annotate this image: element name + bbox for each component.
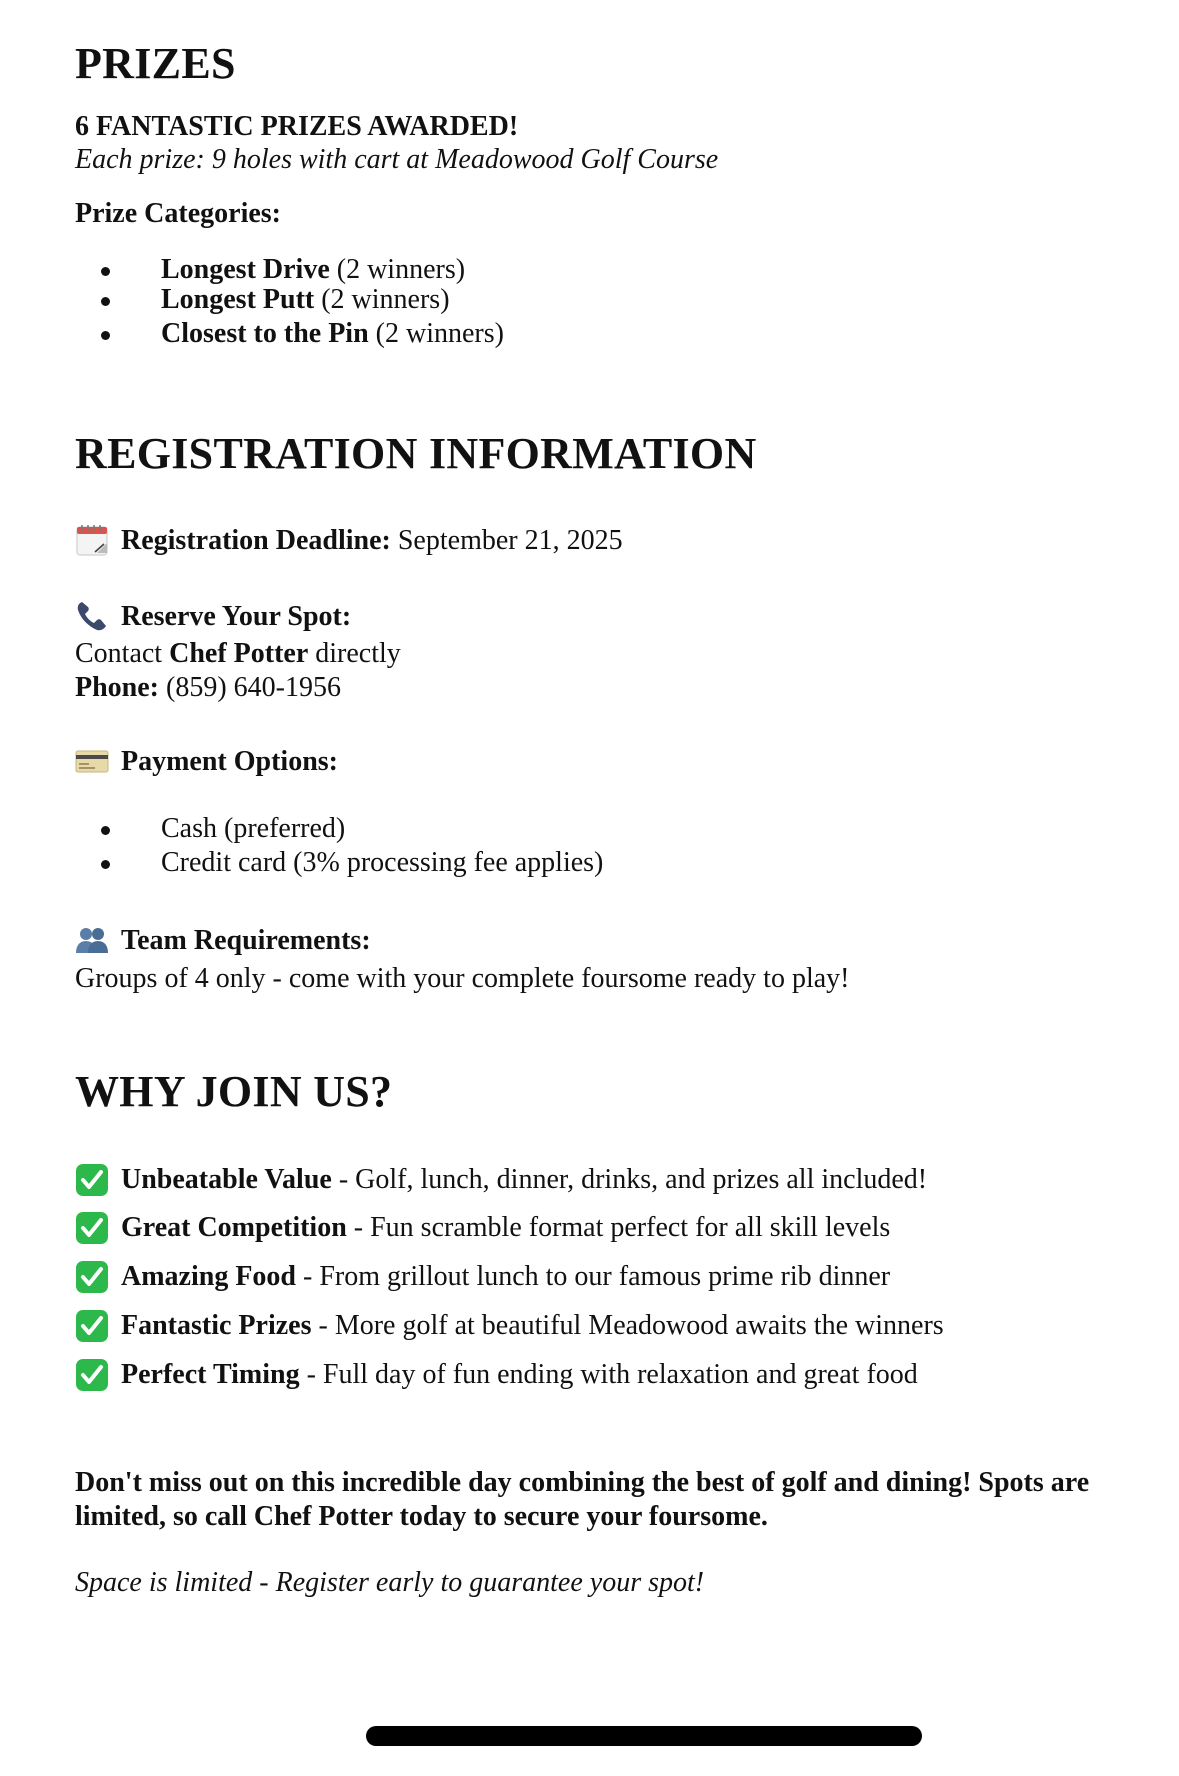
home-indicator[interactable] [366,1726,922,1746]
list-item [75,846,603,880]
bullet-icon [101,331,110,340]
prize-detail: (2 winners) [314,284,450,315]
deadline-value: September 21, 2025 [390,525,623,556]
phone-line [75,671,341,705]
payment-option: Cash (preferred) [161,813,346,844]
why-item-text: - Fun scramble format perfect for all skill levels [346,1212,891,1243]
why-item-title: Amazing Food [121,1261,296,1292]
bullet-icon [101,826,110,835]
registration-deadline [75,524,623,560]
prize-categories-label: Prize Categories: [75,198,281,229]
reserve-label: Reserve Your Spot: [121,601,352,632]
prizes-heading: PRIZES [75,39,236,88]
contact-name: Chef Potter [169,638,309,669]
why-item-text: - Golf, lunch, dinner, drinks, and prizes all included! [331,1164,928,1195]
prize-detail: (2 winners) [368,318,504,349]
prizes-subline: Each prize: 9 holes with cart at Meadowood Golf Course [75,144,719,175]
why-item [75,1160,927,1200]
bullet-icon [101,860,110,869]
prize-name: Longest Drive [161,254,330,285]
reserve-spot [75,600,351,636]
list-item [75,812,603,846]
why-item [75,1208,890,1248]
prize-name: Closest to the Pin [161,318,369,349]
why-item-title: Unbeatable Value [121,1164,332,1195]
why-item-title: Great Competition [121,1212,347,1243]
check-mark-button-icon [75,1309,109,1343]
why-item-text: - More golf at beautiful Meadowood awaits the winners [311,1310,944,1341]
bullet-icon [101,297,110,306]
contact-prefix: Contact [75,638,170,669]
why-item-text: - Full day of fun ending with relaxation and great food [299,1359,918,1390]
list-item [75,317,504,351]
contact-suffix: directly [308,638,401,669]
payment-options-list [75,812,603,880]
calendar-icon [75,523,109,557]
credit-card-icon [75,744,109,778]
why-item-title: Fantastic Prizes [121,1310,312,1341]
phone-number[interactable]: (859) 640-1956 [159,672,341,703]
check-mark-button-icon [75,1358,109,1392]
payment-options [75,745,338,781]
list-item [75,283,504,317]
closing-message: Don't miss out on this incredible day combining the best of golf and dining! Spots are limited, so call Chef Potter today to secure your foursome. [75,1467,1090,1532]
payment-label: Payment Options: [121,746,338,777]
prizes-headline: 6 FANTASTIC PRIZES AWARDED! [75,111,519,142]
closing-note: Space is limited - Register early to guarantee your spot! [75,1567,705,1598]
check-mark-button-icon [75,1260,109,1294]
team-label: Team Requirements: [121,925,371,956]
registration-heading: REGISTRATION INFORMATION [75,429,757,478]
phone-label: Phone: [75,672,159,703]
prize-categories-list [75,253,504,351]
why-item [75,1306,944,1346]
bullet-icon [101,267,110,276]
payment-option: Credit card (3% processing fee applies) [161,847,604,878]
prize-name: Longest Putt [161,284,315,315]
why-item [75,1355,918,1395]
prize-detail: (2 winners) [329,254,466,285]
check-mark-button-icon [75,1211,109,1245]
why-item-title: Perfect Timing [121,1359,300,1390]
team-requirements [75,924,371,960]
deadline-label: Registration Deadline: [121,525,391,556]
people-icon [75,923,109,957]
check-mark-button-icon [75,1163,109,1197]
contact-line [75,637,401,671]
why-heading: WHY JOIN US? [75,1067,393,1116]
why-item [75,1257,890,1297]
why-item-text: - From grillout lunch to our famous prime rib dinner [296,1261,891,1292]
team-text: Groups of 4 only - come with your complete foursome ready to play! [75,963,850,994]
list-item [75,253,504,287]
telephone-icon [75,599,109,633]
